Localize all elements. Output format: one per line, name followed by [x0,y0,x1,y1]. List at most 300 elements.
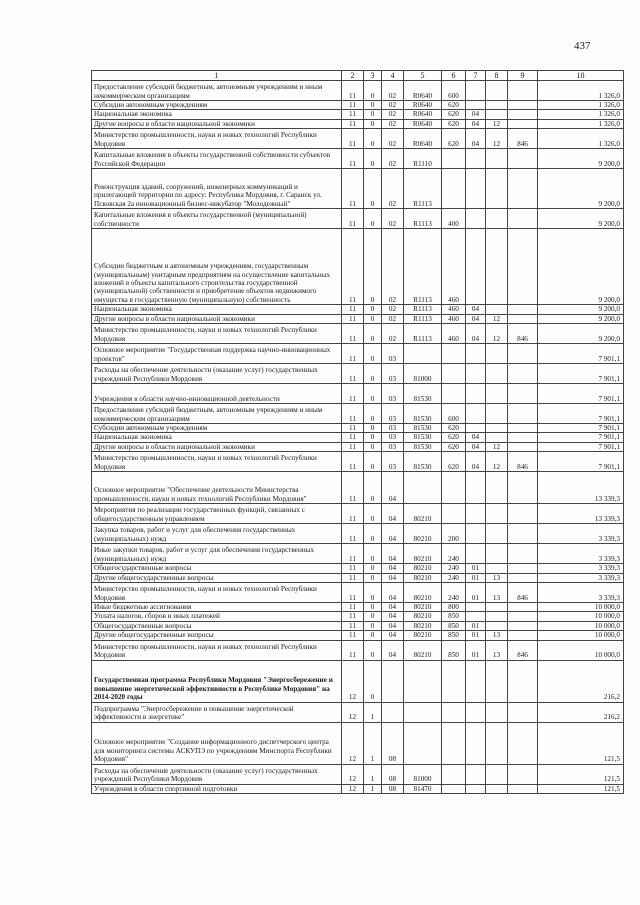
code-cell: 11 [342,229,364,305]
code-cell: 11 [342,404,364,424]
code-cell: 04 [466,119,486,128]
code-cell: 08 [382,784,404,793]
code-cell: 0 [364,442,382,451]
amount-cell: 13 339,3 [538,504,624,524]
code-cell [486,229,508,305]
item-name-cell: Другие общегосударственные вопросы [92,631,342,640]
code-cell: 846 [508,129,538,149]
table-row [92,169,624,209]
code-cell: 11 [342,452,364,472]
code-cell [508,722,538,764]
code-cell [508,384,538,404]
amount-cell: 3 339,3 [538,573,624,582]
code-cell: 01 [466,564,486,573]
code-cell [508,603,538,612]
code-cell [466,404,486,424]
code-cell [466,229,486,305]
code-cell: 12 [486,324,508,344]
code-cell: R1113 [404,324,442,344]
amount-cell: 7 901,1 [538,424,624,433]
code-cell [442,364,466,384]
code-cell: 04 [382,621,404,630]
code-cell: 11 [342,119,364,128]
code-cell [486,81,508,101]
table-row [92,364,624,384]
code-cell: R0640 [404,119,442,128]
code-cell: 01 [466,631,486,640]
amount-cell: 3 339,3 [538,544,624,564]
table-row [92,660,624,702]
code-cell [442,702,466,722]
code-cell [508,442,538,451]
code-cell [486,384,508,404]
code-cell: 04 [466,324,486,344]
code-cell: 620 [442,433,466,442]
item-name-cell: Закупка товаров, работ и услуг для обеспечения государственных (муниципальных) нужд [92,524,342,544]
item-name-cell: Другие вопросы в области национальной экономики [92,119,342,128]
code-cell [442,784,466,793]
code-cell [466,364,486,384]
code-cell: R0640 [404,110,442,119]
code-cell: 04 [382,631,404,640]
code-cell: 850 [442,631,466,640]
code-cell: 80210 [404,504,442,524]
code-cell: 04 [382,504,404,524]
code-cell [486,169,508,209]
code-cell [442,472,466,504]
code-cell: 1 [364,784,382,793]
code-cell: 01 [466,583,486,603]
code-cell [508,764,538,784]
code-cell: 02 [382,129,404,149]
code-cell: 02 [382,305,404,314]
code-cell: 81530 [404,404,442,424]
code-cell: 81530 [404,433,442,442]
code-cell: 04 [382,603,404,612]
item-name-cell: Субсидии автономным учреждениям [92,101,342,110]
table-row [92,603,624,612]
code-cell [508,101,538,110]
amount-cell: 7 901,1 [538,452,624,472]
code-cell: 11 [342,324,364,344]
code-cell: 200 [442,524,466,544]
item-name-cell: Капитальные вложения в объекты государственной собственности субъектов Российской Федерации [92,149,342,169]
code-cell: 846 [508,583,538,603]
item-name-cell: Другие общегосударственные вопросы [92,573,342,582]
amount-cell: 9 200,0 [538,209,624,229]
code-cell: R1113 [404,169,442,209]
code-cell: 12 [486,452,508,472]
code-cell [508,784,538,793]
code-cell: 11 [342,149,364,169]
code-cell: 81530 [404,442,442,451]
code-cell [508,564,538,573]
code-cell: 11 [342,314,364,323]
code-cell: 13 [486,583,508,603]
code-cell [508,305,538,314]
code-cell: 80210 [404,564,442,573]
item-name-cell: Реконструкция зданий, сооружений, инженерных коммуникаций и прилегающей территории по адресу: Республика Мордовия, г. Саранск ул. Псковская 2а инновационный бизнес-инкубатор "Молодежный" [92,169,342,209]
code-cell [508,472,538,504]
amount-cell: 10 000,0 [538,603,624,612]
code-cell: 11 [342,305,364,314]
code-cell: 11 [342,603,364,612]
code-cell [486,149,508,169]
code-cell: 11 [342,129,364,149]
code-cell [382,702,404,722]
code-cell: 11 [342,564,364,573]
code-cell: 04 [466,305,486,314]
item-name-cell: Расходы на обеспечение деятельности (оказание услуг) государственных учреждений Республики Мордовия [92,764,342,784]
code-cell [466,169,486,209]
code-cell [466,764,486,784]
amount-cell: 1 326,0 [538,129,624,149]
code-cell: 620 [442,442,466,451]
code-cell: 04 [382,544,404,564]
code-cell [508,544,538,564]
header-cell: 2 [342,71,364,81]
code-cell: 0 [364,472,382,504]
code-cell [486,110,508,119]
code-cell: 11 [342,433,364,442]
table-row [92,452,624,472]
code-cell: 03 [382,404,404,424]
code-cell: 850 [442,621,466,630]
code-cell: 11 [342,364,364,384]
code-cell [466,722,486,764]
amount-cell: 121,5 [538,784,624,793]
code-cell: 11 [342,384,364,404]
code-cell: 08 [382,722,404,764]
amount-cell: 10 000,0 [538,631,624,640]
code-cell: 11 [342,612,364,621]
amount-cell: 9 200,0 [538,314,624,323]
header-cell: 1 [92,71,342,81]
code-cell [508,209,538,229]
code-cell: 12 [342,702,364,722]
amount-cell: 7 901,1 [538,404,624,424]
code-cell: 0 [364,314,382,323]
code-cell: 0 [364,640,382,660]
amount-cell: 7 901,1 [538,442,624,451]
code-cell [466,384,486,404]
code-cell: 620 [442,101,466,110]
code-cell: 600 [442,81,466,101]
code-cell: 0 [364,119,382,128]
code-cell: 460 [442,305,466,314]
table-body [92,81,624,794]
code-cell: 620 [442,424,466,433]
amount-cell: 7 901,1 [538,344,624,364]
code-cell: 846 [508,640,538,660]
table-row [92,110,624,119]
code-cell: 80210 [404,573,442,582]
amount-cell: 10 000,0 [538,612,624,621]
code-cell: 03 [382,452,404,472]
item-name-cell: Мероприятия по реализации государственных функций, связанных с общегосударственным управлением [92,504,342,524]
item-name-cell: Учреждения в области спортивной подготовки [92,784,342,793]
code-cell [442,149,466,169]
item-name-cell: Учреждения в области научно-инновационной деятельности [92,384,342,404]
code-cell [466,784,486,793]
code-cell: 240 [442,544,466,564]
code-cell [486,305,508,314]
code-cell: 81470 [404,784,442,793]
amount-cell: 7 901,1 [538,433,624,442]
item-name-cell: Основное мероприятие "Обеспечение деятельности Министерства промышленности, науки и новых технологий Республики Мордовия" [92,472,342,504]
amount-cell: 216,2 [538,660,624,702]
code-cell: 400 [442,209,466,229]
code-cell: 0 [364,504,382,524]
code-cell [486,660,508,702]
code-cell: 0 [364,101,382,110]
table-row [92,612,624,621]
code-cell: 81000 [404,364,442,384]
code-cell [508,504,538,524]
code-cell: 0 [364,424,382,433]
table-row [92,722,624,764]
code-cell: 03 [382,424,404,433]
code-cell: 0 [364,621,382,630]
code-cell: 04 [466,433,486,442]
code-cell [508,573,538,582]
code-cell: 80210 [404,640,442,660]
code-cell: 11 [342,524,364,544]
code-cell: 81000 [404,764,442,784]
amount-cell: 9 200,0 [538,305,624,314]
code-cell [442,764,466,784]
code-cell: 80210 [404,544,442,564]
code-cell: 04 [382,640,404,660]
header-cell: 4 [382,71,404,81]
code-cell [508,149,538,169]
item-name-cell: Субсидии бюджетным и автономным учреждениям, государственным (муниципальным) унитарным предприятиям на осуществление капитальных вложений в объекты капитального строительства государственной (муниципальной) собственности и приобретение объектов недвижимого имущества в государственную (муниципальную) собственность [92,229,342,305]
table-row [92,81,624,101]
code-cell [404,722,442,764]
code-cell: 01 [466,621,486,630]
code-cell: 460 [442,314,466,323]
code-cell [442,660,466,702]
code-cell: 12 [342,784,364,793]
code-cell [466,603,486,612]
amount-cell: 10 000,0 [538,621,624,630]
code-cell: 12 [342,722,364,764]
code-cell [486,603,508,612]
code-cell [486,344,508,364]
code-cell: 04 [466,314,486,323]
amount-cell: 121,5 [538,722,624,764]
code-cell: 0 [364,544,382,564]
code-cell: R1113 [404,305,442,314]
table-row [92,101,624,110]
code-cell: 240 [442,573,466,582]
code-cell [486,364,508,384]
item-name-cell: Иные бюджетные ассигнования [92,603,342,612]
code-cell [466,660,486,702]
table-row [92,305,624,314]
code-cell: 02 [382,101,404,110]
code-cell [508,81,538,101]
amount-cell: 216,2 [538,702,624,722]
table-row [92,640,624,660]
table-row [92,631,624,640]
table-row [92,764,624,784]
code-cell: 81530 [404,424,442,433]
table-header-row [92,71,624,81]
table-row [92,314,624,323]
code-cell: 0 [364,229,382,305]
code-cell: 13 [486,631,508,640]
table-row [92,524,624,544]
item-name-cell: Капитальные вложения в объекты государственной (муниципальной) собственности [92,209,342,229]
code-cell: 01 [466,640,486,660]
code-cell: 04 [382,472,404,504]
code-cell: 04 [466,452,486,472]
header-cell: 8 [486,71,508,81]
table-row [92,209,624,229]
code-cell: 02 [382,169,404,209]
code-cell [442,169,466,209]
amount-cell: 10 000,0 [538,640,624,660]
code-cell: 80210 [404,603,442,612]
code-cell [508,621,538,630]
code-cell: 620 [442,452,466,472]
code-cell: 620 [442,119,466,128]
code-cell: 01 [466,573,486,582]
code-cell: 1 [364,702,382,722]
code-cell [508,424,538,433]
table-row [92,424,624,433]
code-cell: 04 [382,524,404,544]
code-cell [508,433,538,442]
code-cell [486,621,508,630]
code-cell [466,472,486,504]
code-cell: 04 [382,573,404,582]
code-cell: 03 [382,364,404,384]
code-cell: 11 [342,344,364,364]
code-cell [382,660,404,702]
code-cell [486,101,508,110]
item-name-cell: Основное мероприятие "Государственная поддержка научно-инновационных проектов" [92,344,342,364]
code-cell: 02 [382,119,404,128]
item-name-cell: Государственная программа Республики Мордовия "Энергосбережение и повышение энергетической эффективности в Республике Мордовия" на 2014-2020 годы [92,660,342,702]
code-cell [466,524,486,544]
header-cell: 5 [404,71,442,81]
code-cell: 0 [364,524,382,544]
table-row [92,119,624,128]
item-name-cell: Предоставление субсидий бюджетным, автономным учреждениям и иным некоммерческим организациям [92,404,342,424]
code-cell [442,504,466,524]
code-cell: 850 [442,640,466,660]
item-name-cell: Министерство промышленности, науки и новых технологий Республики Мордовия [92,129,342,149]
code-cell: 620 [442,110,466,119]
code-cell: 240 [442,583,466,603]
header-cell: 7 [466,71,486,81]
code-cell: 11 [342,101,364,110]
code-cell: 13 [486,573,508,582]
amount-cell: 9 200,0 [538,169,624,209]
table-row [92,504,624,524]
amount-cell: 9 200,0 [538,229,624,305]
code-cell: 02 [382,110,404,119]
code-cell: 12 [342,660,364,702]
code-cell: 0 [364,564,382,573]
code-cell [508,344,538,364]
code-cell: 0 [364,612,382,621]
code-cell: 0 [364,573,382,582]
code-cell: 11 [342,472,364,504]
code-cell: 11 [342,442,364,451]
table-row [92,564,624,573]
code-cell [508,314,538,323]
code-cell: 80210 [404,631,442,640]
code-cell: 460 [442,324,466,344]
code-cell: R0640 [404,101,442,110]
code-cell: 02 [382,314,404,323]
amount-cell: 1 326,0 [538,81,624,101]
code-cell: 04 [466,129,486,149]
code-cell [466,424,486,433]
code-cell: 0 [364,81,382,101]
amount-cell: 121,5 [538,764,624,784]
code-cell: 13 [486,640,508,660]
code-cell: 240 [442,564,466,573]
code-cell: R1113 [404,314,442,323]
code-cell: 81530 [404,384,442,404]
code-cell: 620 [442,129,466,149]
code-cell [466,612,486,621]
code-cell: 11 [342,583,364,603]
amount-cell: 13 339,3 [538,472,624,504]
code-cell [404,472,442,504]
table-row [92,442,624,451]
code-cell [442,384,466,404]
code-cell: 02 [382,81,404,101]
item-name-cell: Национальная экономика [92,110,342,119]
code-cell [508,229,538,305]
code-cell: 1 [364,764,382,784]
page-number: 437 [574,40,591,52]
code-cell: 0 [364,110,382,119]
amount-cell: 7 901,1 [538,384,624,404]
table-row [92,344,624,364]
code-cell: 11 [342,621,364,630]
code-cell: 460 [442,229,466,305]
code-cell: 12 [342,764,364,784]
code-cell: 11 [342,544,364,564]
code-cell: 600 [442,404,466,424]
code-cell: 1 [364,722,382,764]
table-row [92,129,624,149]
code-cell: 04 [382,583,404,603]
amount-cell: 1 326,0 [538,110,624,119]
table-row [92,583,624,603]
code-cell: 02 [382,209,404,229]
table-row [92,573,624,582]
amount-cell: 9 200,0 [538,324,624,344]
table-row [92,702,624,722]
code-cell [486,504,508,524]
code-cell [508,169,538,209]
code-cell: 11 [342,209,364,229]
item-name-cell: Министерство промышленности, науки и новых технологий Республики Мордовия [92,640,342,660]
amount-cell: 3 339,3 [538,564,624,573]
code-cell: 04 [466,442,486,451]
code-cell [508,660,538,702]
amount-cell: 1 326,0 [538,101,624,110]
code-cell: 850 [442,612,466,621]
item-name-cell: Министерство промышленности, науки и новых технологий Республики Мордовия [92,452,342,472]
